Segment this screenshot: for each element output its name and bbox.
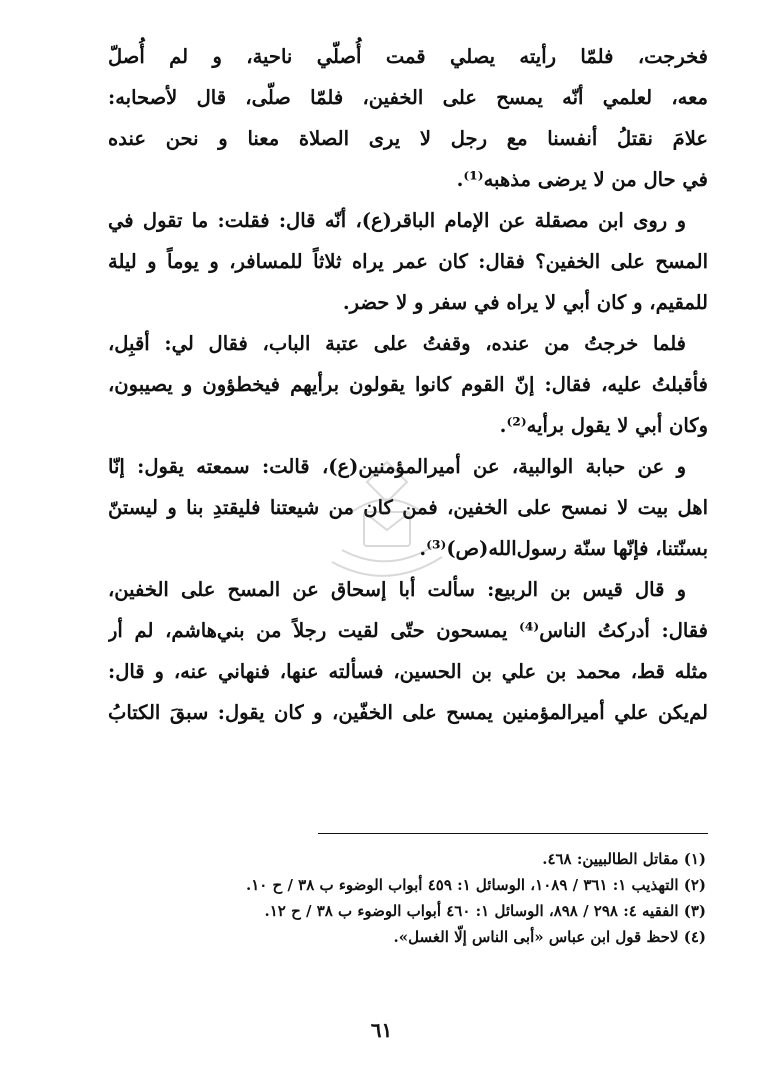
text-line: معه، لعلمي أنّه يمسح على الخفين، فلمّا صلّى، قال لأصحابه: xyxy=(108,86,708,109)
text-line: اهل بيت لا نمسح على الخفين، فمن كان من شيعتنا فليقتدِ بنا و ليستنّ xyxy=(108,496,708,519)
text-line: المسح على الخفين؟ فقال: كان عمر يراه ثلاثاً للمسافر، و يوماً و ليلة xyxy=(108,250,708,273)
footnote-separator xyxy=(318,833,708,834)
footnote-2: (٢) التهذيب ١: ٣٦١ / ١٠٨٩، الوسائل ١: ٤٥٩ أبواب الوضوء ب ٣٨ / ح ١٠. xyxy=(245,876,706,894)
footnote-4: (٤) لاحظ قول ابن عباس «أبى الناس إلّا الغسل». xyxy=(393,928,706,946)
paragraph-1 xyxy=(108,36,708,200)
text-line: فخرجت، فلمّا رأيته يصلي قمت أُصلّي ناحية، و لم أُصلّ xyxy=(108,45,708,68)
paragraph-5 xyxy=(108,569,708,733)
paragraph-3 xyxy=(108,323,708,446)
text-line: و عن حبابة الوالبية، عن أميرالمؤمنين(ع)، قالت: سمعته يقول: إنّا xyxy=(108,455,686,478)
text-line: فلما خرجتُ من عنده، وقفتُ على عتبة الباب، فقال لي: أقبِل، xyxy=(108,332,686,355)
paragraph-4 xyxy=(108,446,708,569)
text-line: بسنّتنا، فإنّها سنّة رسول‌الله(ص)⁽³⁾. xyxy=(419,537,708,560)
paragraph-2 xyxy=(108,200,708,323)
text-line: وكان أبي لا يقول برأيه⁽²⁾. xyxy=(499,414,708,437)
text-line: في حال من لا يرضى مذهبه⁽¹⁾. xyxy=(456,168,708,191)
text-line: فأقبلتُ عليه، فقال: إنّ القوم كانوا يقولون برأيهم فيخطؤون و يصيبون، xyxy=(108,373,708,396)
text-line: لم‌يكن علي أميرالمؤمنين يمسح على الخفّين، و كان يقول: سبقَ الكتابُ xyxy=(108,701,708,724)
text-line: و روى ابن مصقلة عن الإمام الباقر(ع)، أنّه قال: فقلت: ما تقول في xyxy=(108,209,686,232)
text-line: للمقيم، و كان أبي لا يراه في سفر و لا حضر. xyxy=(342,291,708,314)
footnote-3: (٣) الفقيه ٤: ٢٩٨ / ٨٩٨، الوسائل ١: ٤٦٠ أبواب الوضوء ب ٣٨ / ح ١٢. xyxy=(264,902,706,920)
text-line: علامَ نقتلُ أنفسنا مع رجل لا يرى الصلاة معنا و نحن عنده xyxy=(108,127,708,150)
main-text xyxy=(108,36,708,733)
page-number: ٦١ xyxy=(370,1018,393,1042)
footnote-1: (١) مقاتل الطالبيين: ٤٦٨. xyxy=(542,850,706,868)
text-line: فقال: أدركتُ الناس⁽⁴⁾ يمسحون حتّى لقيت رجلاً من بني‌هاشم، لم أر xyxy=(108,619,708,642)
text-line: و قال قيس بن الربيع: سألت أبا إسحاق عن المسح على الخفين، xyxy=(108,578,686,601)
text-line: مثله قط، محمد بن علي بن الحسين، فسألته عنها، فنهاني عنه، و قال: xyxy=(108,660,708,683)
footnotes xyxy=(108,846,708,950)
